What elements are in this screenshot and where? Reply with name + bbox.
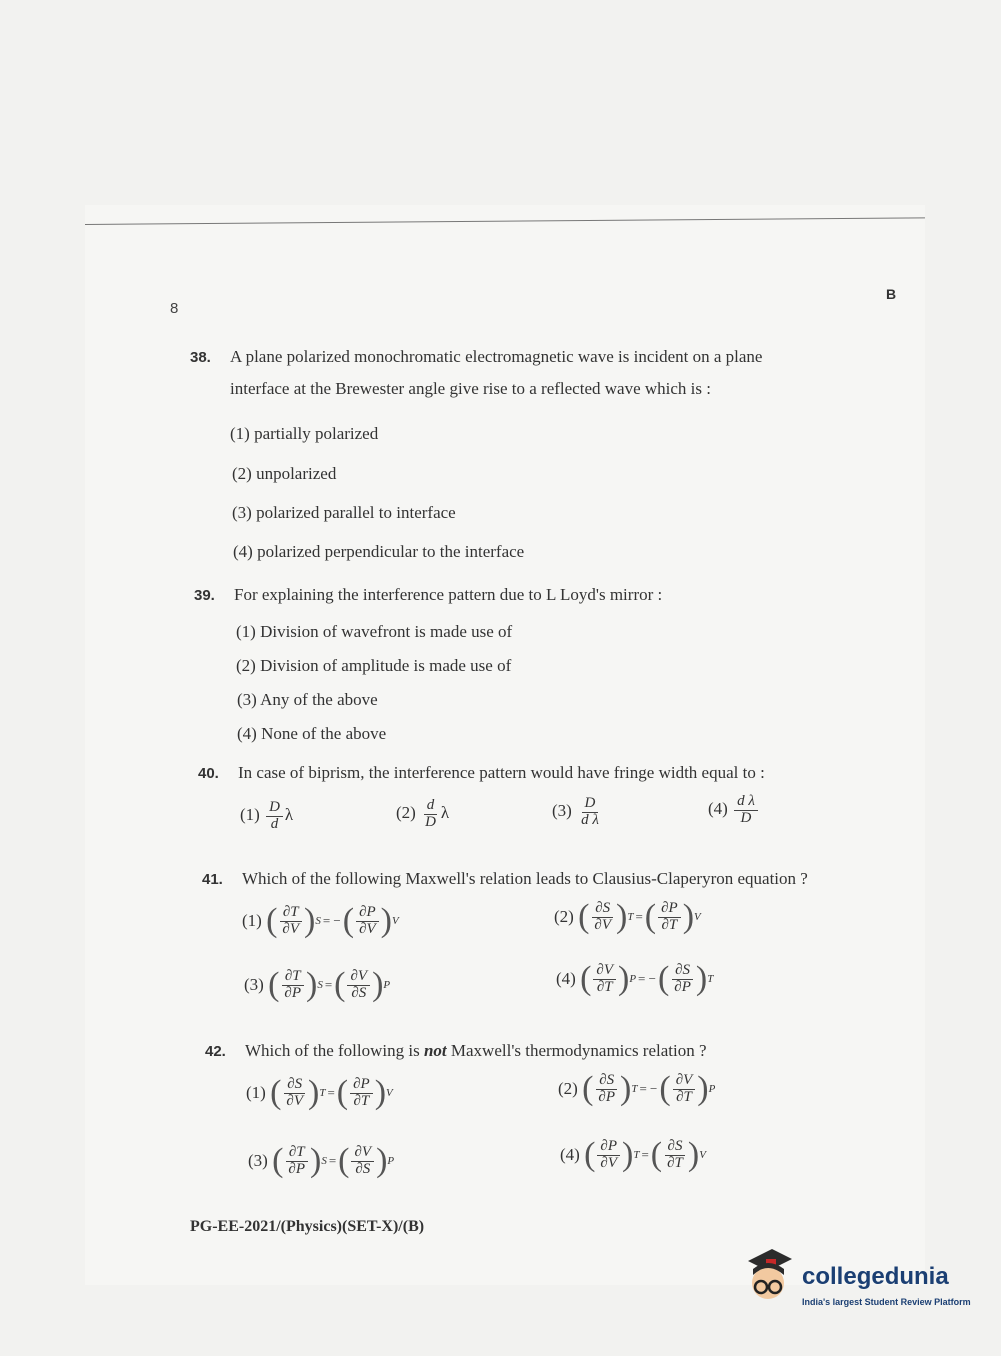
option: (2) Division of amplitude is made use of bbox=[236, 656, 512, 675]
question-number: 38. bbox=[190, 349, 211, 366]
option-2: (2) ( $\frac{\partial S}{\partial V}$ ) T = ( $\frac{\partial P}{\partial T}$ ) V bbox=[554, 898, 701, 935]
option: (1) Division of wavefront is made use of bbox=[236, 622, 513, 641]
option-2: (2) $\frac{d}{D}$ λ bbox=[396, 797, 450, 830]
option-1: (1) $\frac{D}{d}$ λ bbox=[240, 799, 294, 832]
set-label: B bbox=[886, 286, 897, 302]
option-label: (2) bbox=[396, 803, 416, 823]
option-label: (1) bbox=[240, 805, 260, 825]
option-4: (4) ( $\frac{\partial V}{\partial T}$ ) P = − ( $\frac{\partial S}{\partial P}$ ) T bbox=[556, 960, 714, 997]
option: (3) polarized parallel to interface bbox=[232, 503, 456, 522]
option-3: (3) ( $\frac{\partial T}{\partial P}$ ) S = ( $\frac{\partial V}{\partial S}$ ) P bbox=[248, 1142, 395, 1179]
option-4 bbox=[708, 794, 760, 827]
emphasis: not bbox=[423, 1041, 447, 1060]
option: (4) polarized perpendicular to the interface bbox=[233, 542, 525, 561]
question-42: 42. Which of the following is not Maxwell's thermodynamics relation ? bbox=[205, 1041, 707, 1060]
question-text: For explaining the interference pattern due to L Loyd's mirror : bbox=[234, 585, 663, 604]
collegedunia-logo bbox=[742, 1247, 972, 1322]
fraction: $\frac{\text{d λ}}{D}$ bbox=[734, 794, 758, 827]
question-text: Which of the following Maxwell's relation leads to Clausius-Claperyron equation ? bbox=[242, 869, 808, 888]
question-39 bbox=[194, 584, 662, 606]
footer-code: PG-EE-2021/(Physics)(SET-X)/(B) bbox=[190, 1218, 425, 1235]
question-38-line2: interface at the Brewester angle give rise to a reflected wave which is : bbox=[230, 379, 711, 398]
question-number: 41. bbox=[202, 871, 223, 888]
option-label: (4) bbox=[708, 799, 728, 819]
option: (2) unpolarized bbox=[232, 464, 337, 483]
graduate-cap-icon bbox=[744, 1247, 794, 1307]
question-41 bbox=[202, 868, 808, 890]
question-number: 39. bbox=[194, 587, 215, 604]
option: (4) None of the above bbox=[237, 724, 387, 743]
question-38 bbox=[190, 346, 762, 368]
question-number: 42. bbox=[205, 1043, 226, 1060]
option-1: (1) ( $\frac{\partial T}{\partial V}$ ) S = − ( $\frac{\partial P}{\partial V}$ ) V bbox=[242, 902, 399, 939]
fraction: $\frac{d}{D}$ bbox=[425, 797, 436, 830]
fraction: $\frac{D}{d}$ bbox=[266, 800, 283, 833]
option-label: (3) bbox=[552, 801, 572, 821]
option: (3) Any of the above bbox=[237, 690, 378, 709]
question-40 bbox=[198, 762, 765, 784]
brand-name: collegedunia bbox=[802, 1263, 949, 1290]
question-text-line1: A plane polarized monochromatic electromagnetic wave is incident on a plane bbox=[230, 347, 763, 366]
option: (1) partially polarized bbox=[230, 424, 379, 443]
fraction: $\frac{D}{\text{d λ}}$ bbox=[581, 795, 599, 828]
question-number: 40. bbox=[198, 765, 219, 782]
page-number: 8 bbox=[170, 300, 179, 317]
option-1: (1) ( $\frac{\partial S}{\partial V}$ ) T = ( $\frac{\partial P}{\partial T}$ ) V bbox=[246, 1074, 393, 1111]
option-3: (3) ( $\frac{\partial T}{\partial P}$ ) S = ( $\frac{\partial V}{\partial S}$ ) P bbox=[244, 966, 391, 1003]
brand-tagline: India's largest Student Review Platform bbox=[802, 1297, 971, 1307]
option-2: (2) ( $\frac{\partial S}{\partial P}$ ) T = − ( $\frac{\partial V}{\partial T}$ ) P bbox=[558, 1070, 716, 1107]
question-text: In case of biprism, the interference pattern would have fringe width equal to : bbox=[238, 763, 765, 782]
option-3 bbox=[552, 796, 604, 829]
option-4: (4) ( $\frac{\partial P}{\partial V}$ ) T = ( $\frac{\partial S}{\partial T}$ ) V bbox=[560, 1136, 706, 1173]
